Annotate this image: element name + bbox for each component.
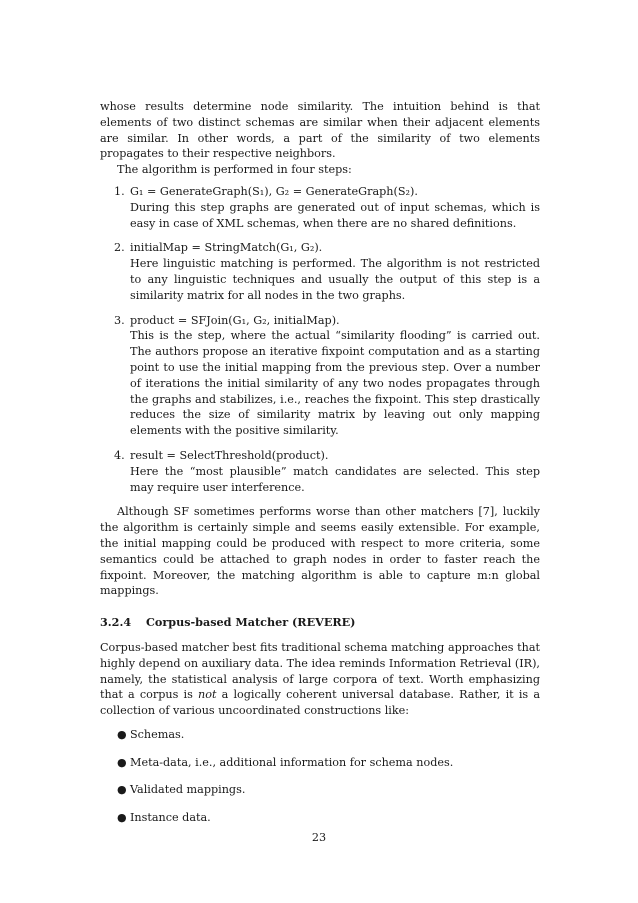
step-description: During this step graphs are generated out of input schemas, which is easy in case of XML schemas, when there are no shared definitions. (130, 200, 540, 230)
emphasis-not: not (198, 688, 217, 702)
intro-paragraph: whose results determine node similarity. The intuition behind is that elements of two distinct schemas are similar when their adjacent elements are similar. In other words, a part of the similarity of two elements propagates to their respective neighbors. (100, 100, 540, 161)
steps-intro: The algorithm is performed in four steps: (117, 163, 352, 177)
bullet-icon: ● (117, 783, 127, 797)
step-number: 1. (114, 184, 125, 198)
section-number: 3.2.4 (100, 615, 132, 630)
step-number: 4. (114, 448, 125, 462)
step-formula: G₁ = GenerateGraph(S₁), G₂ = GenerateGraph(S₂). (130, 184, 418, 198)
page-body (100, 99, 540, 838)
step-description: This is the step, where the actual “similarity flooding” is carried out. The authors propose an iterative fixpoint computation and as a starting point to use the initial mapping from the previous step. Over a number of iterations the initial similarity of any two nodes propagates through the graphs and stabilizes, i.e., reaches the fixpoint. This step drastically reduces the size of similarity matrix by leaving out only mapping elements with the positive similarity. (130, 329, 540, 438)
list-item (100, 184, 540, 231)
bullet-icon: ● (117, 727, 127, 741)
list-item (100, 240, 540, 303)
bullet-icon: ● (117, 811, 127, 825)
corpus-text-start: Corpus-based matcher best fits traditional schema matching approaches that highly depend on auxiliary data. The idea reminds Information Retrieval (IR), namely, the statistical analysis of large corpora of text. Worth emphasizing that a corpus is (100, 640, 540, 702)
section-title: Corpus-based Matcher (REVERE) (146, 615, 356, 630)
step-number: 3. (114, 313, 125, 327)
corpus-text-end: a logically coherent universal database. Rather, it is a collection of various uncoordinated constructions like: (100, 688, 541, 718)
step-description: Here linguistic matching is performed. The algorithm is not restricted to any linguistic techniques and usually the output of this step is a similarity matrix for all nodes in the two graphs. (130, 257, 540, 302)
list-item (100, 755, 540, 771)
step-description: Here the “most plausible” match candidates are selected. This step may require user interference. (130, 464, 540, 494)
corpus-paragraph (100, 640, 540, 719)
bullet-text: Meta-data, i.e., additional information for schema nodes. (130, 755, 454, 769)
list-item (100, 810, 540, 826)
list-item (100, 448, 540, 495)
list-item (100, 313, 540, 439)
list-item (100, 782, 540, 798)
step-formula: initialMap = StringMatch(G₁, G₂). (130, 241, 323, 255)
step-formula: result = SelectThreshold(product). (130, 448, 329, 462)
step-number: 2. (114, 241, 125, 255)
bullet-text: Instance data. (130, 811, 211, 825)
steps-list (100, 184, 540, 495)
page-number: 23 (311, 831, 327, 844)
bullet-icon: ● (117, 755, 127, 769)
constructions-list (100, 727, 540, 826)
list-item (100, 727, 540, 743)
step-formula: product = SFJoin(G₁, G₂, initialMap). (130, 313, 340, 327)
bullet-text: Schemas. (130, 727, 185, 741)
summary-paragraph: Although SF sometimes performs worse than other matchers [7], luckily the algorithm is certainly simple and seems easily extensible. For example, the initial mapping could be produced with respect to more criteria, some semantics could be attached to graph nodes in order to faster reach the fixpoint. Moreover, the matching algorithm is able to capture m:n global mappings. (100, 505, 540, 598)
bullet-text: Validated mappings. (130, 783, 246, 797)
section-heading (100, 615, 540, 631)
